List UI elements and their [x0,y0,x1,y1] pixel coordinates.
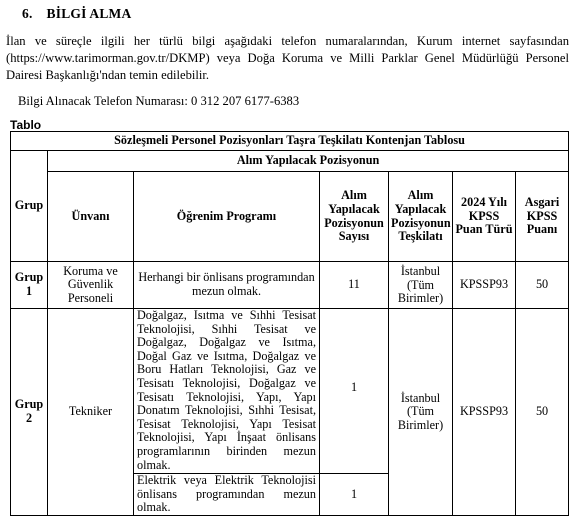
section-number: 6. [22,6,33,21]
table-row [11,309,569,474]
header-ogrenim: Öğrenim Programı [134,172,320,262]
table-title: Sözleşmeli Personel Pozisyonları Taşra Teşkilatı Kontenjan Tablosu [11,132,569,151]
cell-ogrenim: Elektrik veya Elektrik Teknolojisi önlisans programından mezun olmak. [134,474,320,516]
header-puan-turu: 2024 Yılı KPSS Puan Türü [453,172,516,262]
table-subheader-row [11,151,569,172]
cell-sayi: 1 [320,474,389,516]
table-title-row [11,132,569,151]
header-teskilat: Alım Yapılacak Pozisyonun Teşkilatı [389,172,453,262]
cell-ogrenim: Doğalgaz, Isıtma ve Sıhhi Tesisat Teknolojisi, Sıhhi Tesisat ve Doğalgaz, Doğalgaz ve Isıtma, Doğal Gaz ve Isıtma, Doğalgaz ve Boru Hatları Teknolojisi, Gaz ve Tesisatı Teknolojisi, Doğalgaz ve Tesisatı Teknolojisi, Yapı, Yapı Donatım Teknolojisi, Sıhhi Tesisat, Tesisat Teknolojisi, Yapı Tesisat Teknolojisi, Yapı İnşaat önlisans programlarının birinden mezun olmak. [134,309,320,474]
header-grup: Grup [11,151,48,262]
cell-ogrenim: Herhangi bir önlisans programından mezun olmak. [134,262,320,309]
cell-unvan: Koruma ve Güvenlik Personeli [48,262,134,309]
cell-grup: Grup 2 [11,309,48,516]
cell-asgari: 50 [516,309,569,516]
header-asgari: Asgari KPSS Puanı [516,172,569,262]
section-title: BİLGİ ALMA [46,6,132,21]
cell-unvan: Tekniker [48,309,134,516]
quota-table [10,131,569,516]
table-header-row [11,172,569,262]
header-unvan: Ünvanı [48,172,134,262]
table-row [11,262,569,309]
header-group-label: Alım Yapılacak Pozisyonun [48,151,569,172]
cell-sayi: 1 [320,309,389,474]
cell-sayi: 11 [320,262,389,309]
cell-puan-turu: KPSSP93 [453,309,516,516]
cell-puan-turu: KPSSP93 [453,262,516,309]
cell-teskilat: İstanbul (Tüm Birimler) [389,309,453,516]
header-sayi: Alım Yapılacak Pozisyonun Sayısı [320,172,389,262]
info-paragraph: İlan ve süreçle ilgili her türlü bilgi aşağıdaki telefon numaralarından, Kurum internet sayfasından (https://www.tarimorman.gov.tr/DKMP) veya Doğa Koruma ve Milli Parklar Genel Müdürlüğü Personel Dairesi Başkanlığı'ndan temin edilebilir. [6,34,569,82]
cell-grup: Grup 1 [11,262,48,309]
section-heading [22,6,131,22]
phone-line: Bilgi Alınacak Telefon Numarası: 0 312 207 6177-6383 [18,94,300,108]
table-label: Tablo [10,118,42,132]
cell-asgari: 50 [516,262,569,309]
cell-teskilat: İstanbul (Tüm Birimler) [389,262,453,309]
